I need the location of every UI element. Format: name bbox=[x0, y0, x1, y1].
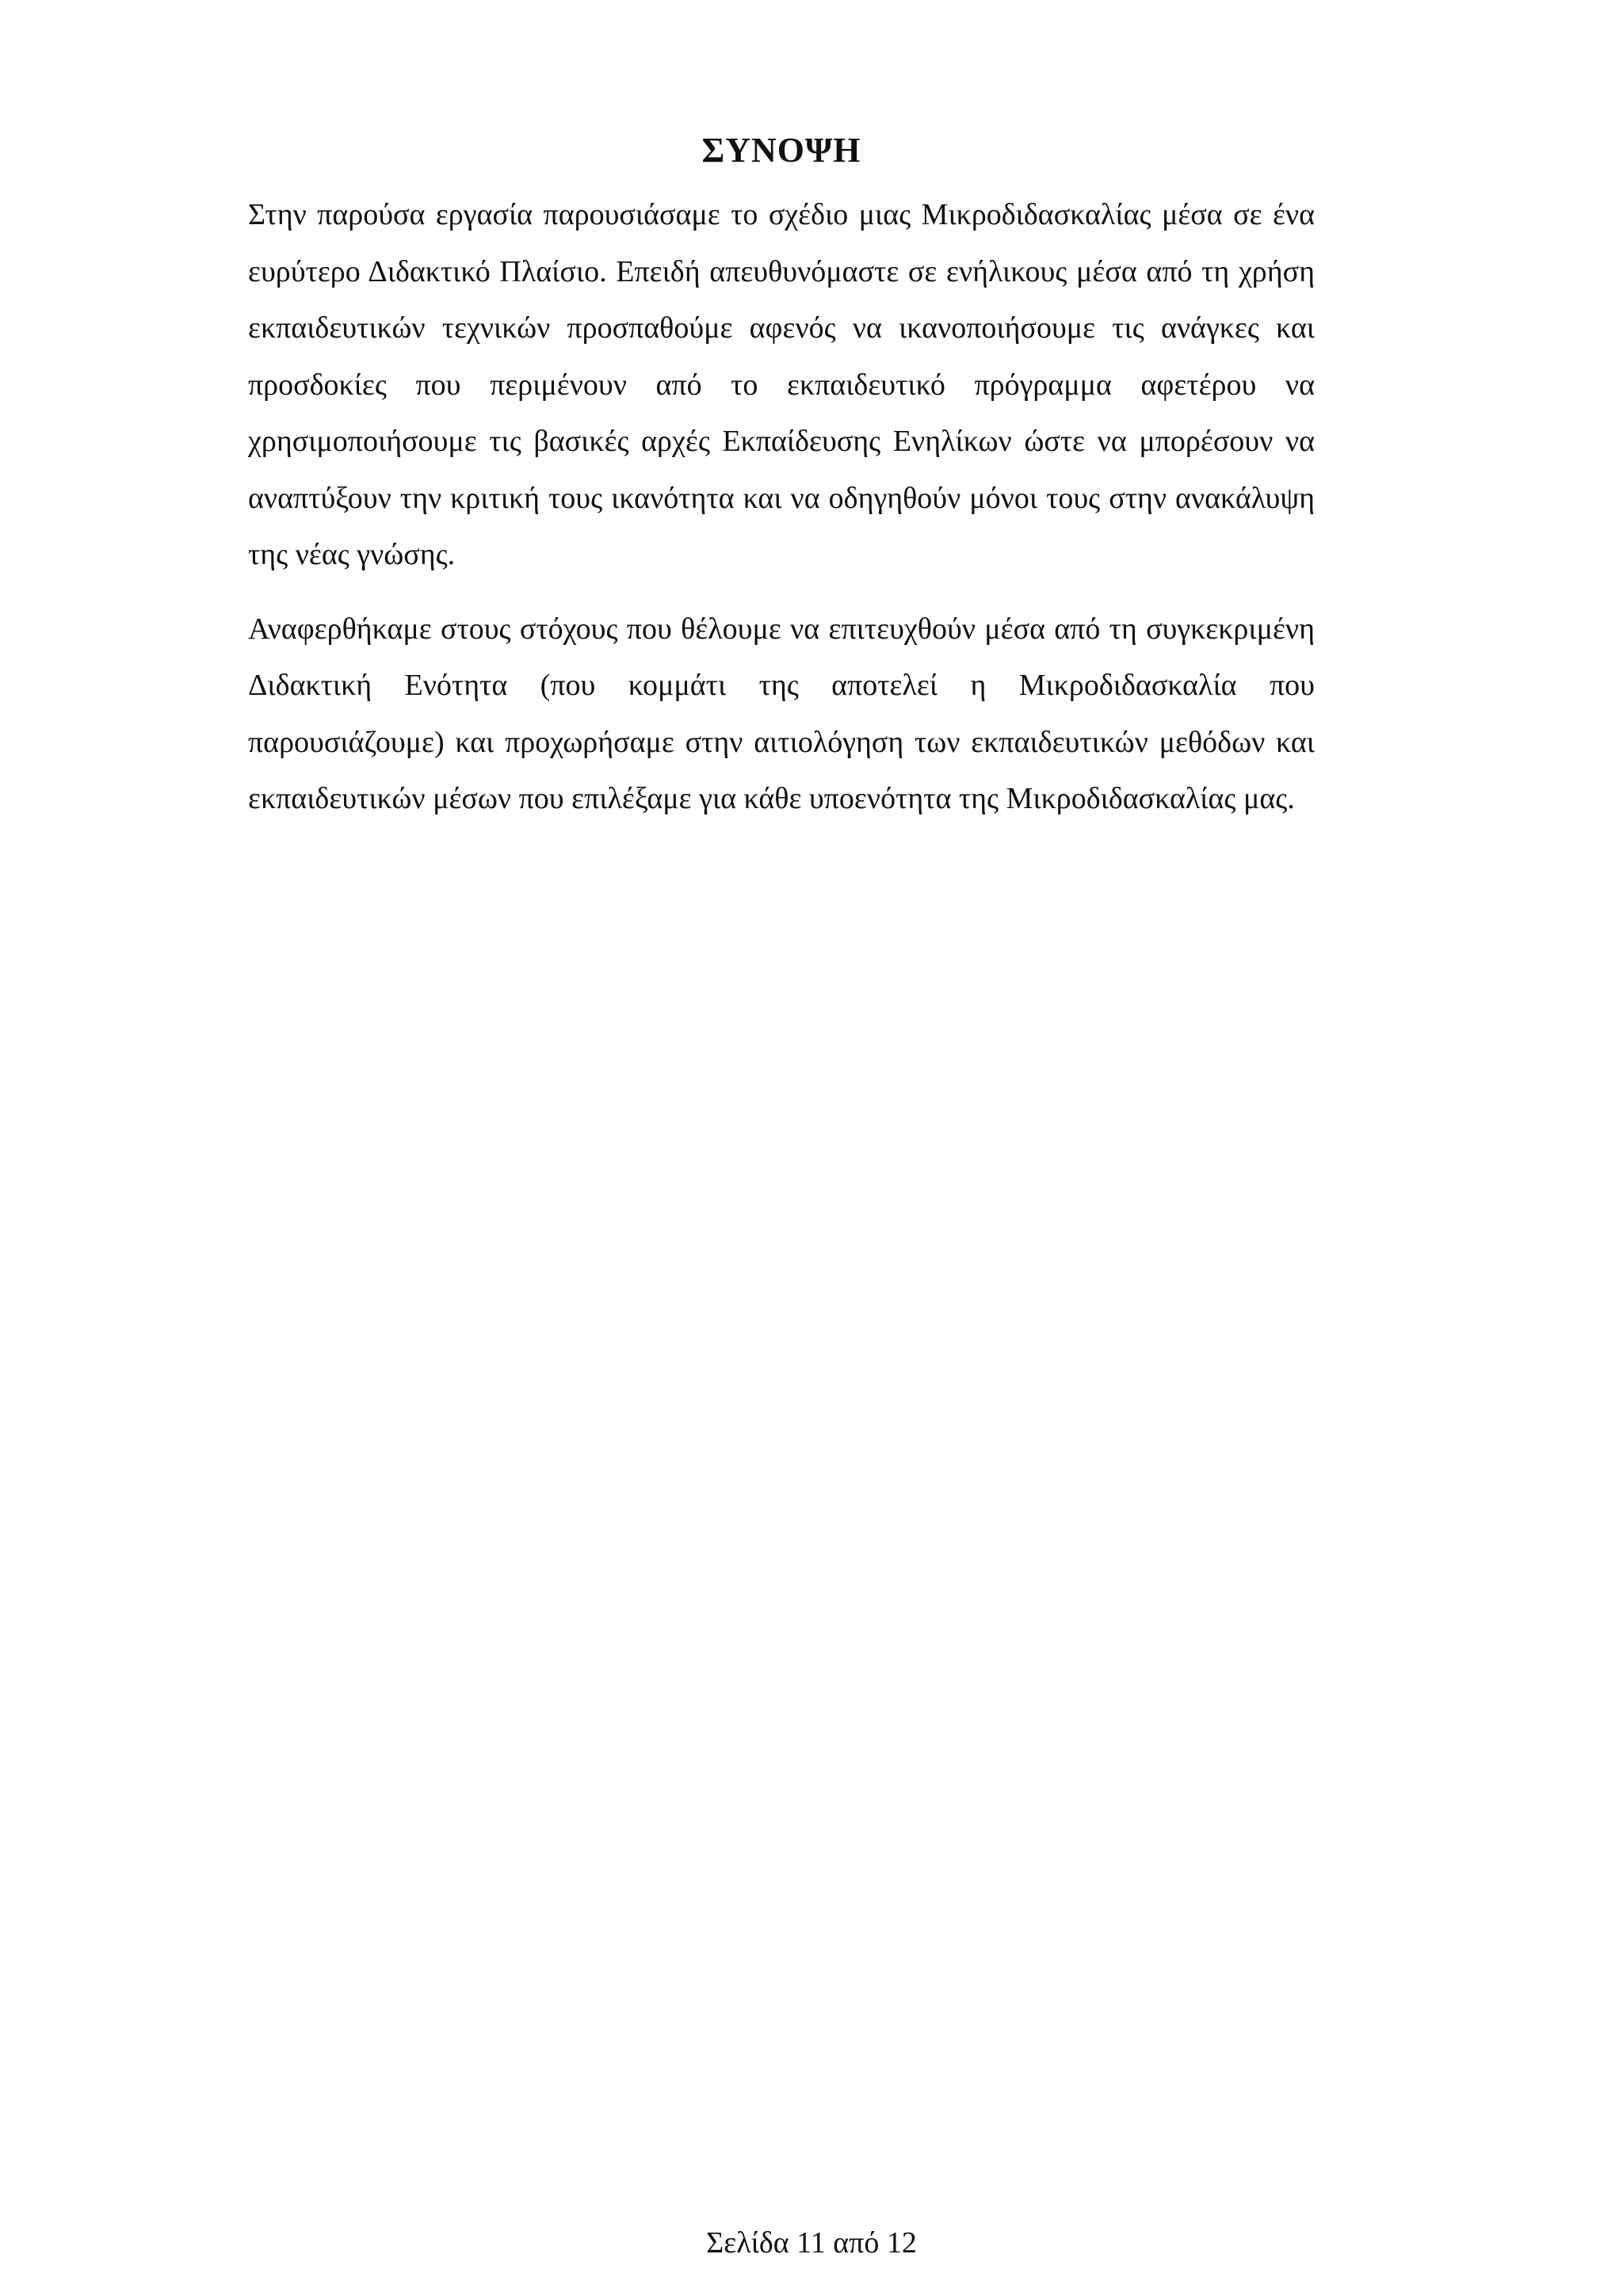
paragraph-2: Αναφερθήκαμε στους στόχους που θέλουμε να επιτευχθούν μέσα από τη συγκεκριμένη Διδακτική Ενότητα (που κομμάτι της αποτελεί η Μικροδιδασκαλία που παρουσιάζουμε) και προχωρήσαμε στην αιτιολόγηση των εκπαιδευτικών μεθόδων και εκπαιδευτικών μέσων που επιλέξαμε για κάθε υποενότητα της Μικροδιδασκαλίας μας. bbox=[248, 612, 1315, 815]
page-number-footer: Σελίδα 11 από 12 bbox=[706, 2226, 917, 2260]
page-title: ΣΥΝΟΨΗ bbox=[701, 131, 861, 170]
page-content bbox=[248, 127, 1315, 845]
paragraph-1: Στην παρούσα εργασία παρουσιάσαμε το σχέδιο μιας Μικροδιδασκαλίας μέσα σε ένα ευρύτερο Διδακτικό Πλαίσιο. Επειδή απευθυνόμαστε σε ενήλικους μέσα από τη χρήση εκπαιδευτικών τεχνικών προσπαθούμε αφενός να ικανοποιήσουμε τις ανάγκες και προσδοκίες που περιμένουν από το εκπαιδευτικό πρόγραμμα αφετέρου να χρησιμοποιήσουμε τις βασικές αρχές Εκπαίδευσης Ενηλίκων ώστε να μπορέσουν να αναπτύξουν την κριτική τους ικανότητα και να οδηγηθούν μόνοι τους στην ανακάλυψη της νέας γνώσης. bbox=[248, 198, 1315, 571]
